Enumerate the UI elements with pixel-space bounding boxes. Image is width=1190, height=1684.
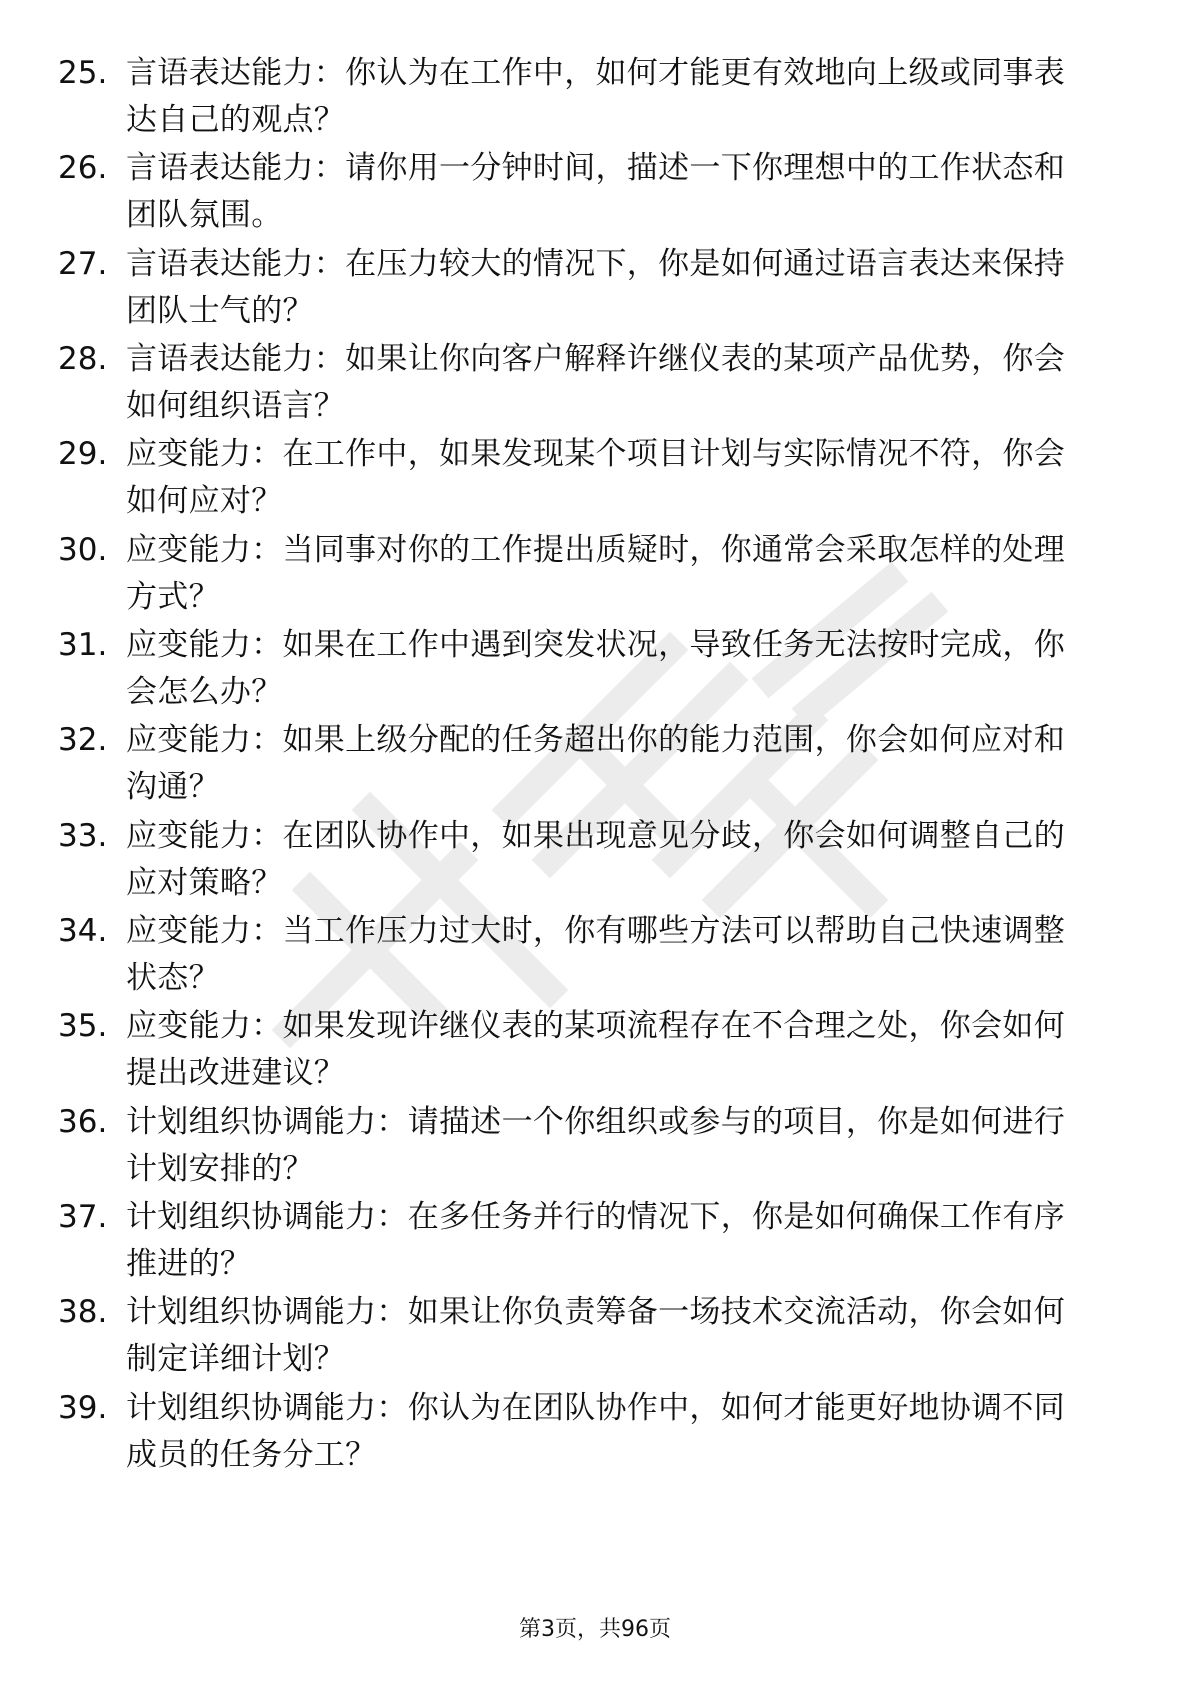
- question-item: [58, 1194, 1108, 1294]
- page-footer: 第3页，共96页: [519, 1617, 671, 1642]
- question-text: 计划组织协调能力：请描述一个你组织或参与的项目，你是如何进行计划安排的？: [126, 1104, 1065, 1187]
- question-item: [58, 1003, 1108, 1103]
- question-item: [58, 717, 1108, 817]
- question-text: 应变能力：在工作中，如果发现某个项目计划与实际情况不符，你会如何应对？: [126, 436, 1065, 519]
- question-item: [58, 336, 1108, 436]
- question-item: [58, 50, 1108, 150]
- question-text: 言语表达能力：如果让你向客户解释许继仪表的某项产品优势，你会如何组织语言？: [126, 341, 1065, 424]
- question-number: 31.: [58, 627, 108, 663]
- question-number: 29.: [58, 436, 108, 472]
- question-text: 应变能力：当工作压力过大时，你有哪些方法可以帮助自己快速调整状态？: [126, 913, 1065, 996]
- question-item: [58, 622, 1108, 722]
- question-item: [58, 527, 1108, 627]
- question-number: 35.: [58, 1008, 108, 1044]
- question-item: [58, 908, 1108, 1008]
- question-item: [58, 1099, 1108, 1199]
- question-number: 33.: [58, 818, 108, 854]
- question-number: 37.: [58, 1199, 108, 1235]
- question-text: 言语表达能力：你认为在工作中，如何才能更有效地向上级或同事表达自己的观点？: [126, 55, 1065, 138]
- question-text: 计划组织协调能力：你认为在团队协作中，如何才能更好地协调不同成员的任务分工？: [126, 1390, 1065, 1473]
- question-text: 应变能力：当同事对你的工作提出质疑时，你通常会采取怎样的处理方式？: [126, 532, 1065, 615]
- question-text: 计划组织协调能力：如果让你负责筹备一场技术交流活动，你会如何制定详细计划？: [126, 1294, 1065, 1377]
- question-item: [58, 813, 1108, 913]
- question-text: 应变能力：在团队协作中，如果出现意见分歧，你会如何调整自己的应对策略？: [126, 818, 1065, 901]
- question-text: 言语表达能力：请你用一分钟时间，描述一下你理想中的工作状态和团队氛围。: [126, 150, 1065, 233]
- question-number: 25.: [58, 55, 108, 91]
- question-item: [58, 1289, 1108, 1389]
- question-number: 32.: [58, 722, 108, 758]
- question-item: [58, 431, 1108, 531]
- question-item: [58, 241, 1108, 341]
- question-number: 39.: [58, 1390, 108, 1426]
- question-number: 34.: [58, 913, 108, 949]
- question-text: 应变能力：如果在工作中遇到突发状况，导致任务无法按时完成，你会怎么办？: [126, 627, 1065, 710]
- question-text: 言语表达能力：在压力较大的情况下，你是如何通过语言表达来保持团队士气的？: [126, 246, 1065, 329]
- question-number: 36.: [58, 1104, 108, 1140]
- question-text: 应变能力：如果发现许继仪表的某项流程存在不合理之处，你会如何提出改进建议？: [126, 1008, 1065, 1091]
- question-number: 28.: [58, 341, 108, 377]
- question-text: 计划组织协调能力：在多任务并行的情况下，你是如何确保工作有序推进的？: [126, 1199, 1065, 1282]
- question-number: 30.: [58, 532, 108, 568]
- question-item: [58, 145, 1108, 245]
- question-number: 38.: [58, 1294, 108, 1330]
- question-number: 27.: [58, 246, 108, 282]
- question-number: 26.: [58, 150, 108, 186]
- question-text: 应变能力：如果上级分配的任务超出你的能力范围，你会如何应对和沟通？: [126, 722, 1065, 805]
- question-item: [58, 1385, 1108, 1485]
